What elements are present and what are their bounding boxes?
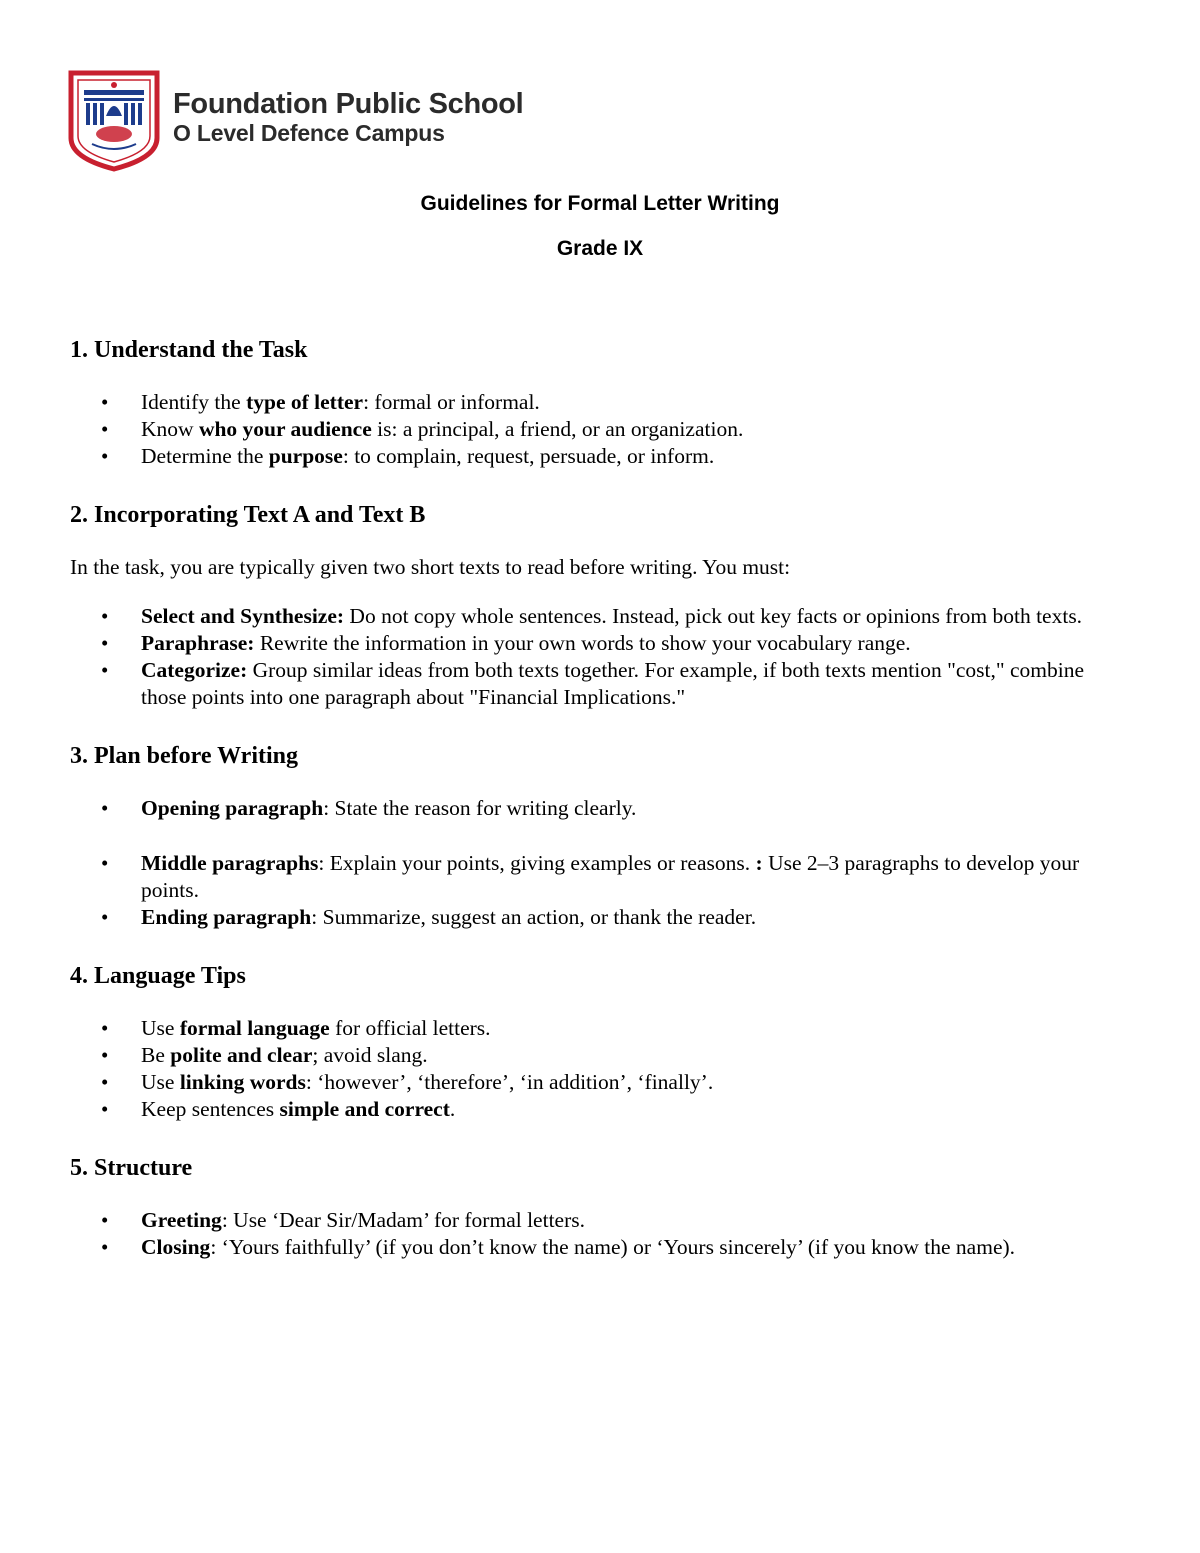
document-title: Guidelines for Formal Letter Writing xyxy=(420,192,780,215)
list-item: • Identify the type of letter: formal or informal. xyxy=(101,390,540,414)
bullet-icon: • xyxy=(101,796,109,820)
school-name: Foundation Public School xyxy=(173,88,524,120)
bullet-list xyxy=(70,603,1130,711)
section-heading: 5. Structure xyxy=(70,1155,193,1181)
list-item: • Use formal language for official letters. xyxy=(101,1016,491,1040)
campus-name: O Level Defence Campus xyxy=(173,120,445,146)
bullet-list xyxy=(70,1207,1130,1261)
list-item: • Closing: ‘Yours faithfully’ (if you don’t know the name) or ‘Yours sincerely’ (if you know the name). xyxy=(101,1235,1016,1259)
list-item: • Middle paragraphs: Explain your points, giving examples or reasons. : Use 2–3 paragraphs to develop your points. xyxy=(101,851,1080,902)
bullet-icon: • xyxy=(101,905,109,929)
bullet-icon: • xyxy=(101,1070,109,1094)
list-item: • Categorize: Group similar ideas from both texts together. For example, if both texts mention "cost," combine those points into one paragraph about "Financial Implications." xyxy=(101,658,1085,709)
list-item: • Use linking words: ‘however’, ‘therefore’, ‘in addition’, ‘finally’. xyxy=(101,1070,714,1094)
bullet-icon: • xyxy=(101,604,109,628)
grade-label: Grade IX xyxy=(556,237,644,260)
section-incorporating-texts xyxy=(70,498,1130,711)
section-heading: 3. Plan before Writing xyxy=(70,743,298,769)
bullet-icon: • xyxy=(101,390,109,414)
section-language-tips xyxy=(70,959,1130,1123)
list-item: • Keep sentences simple and correct. xyxy=(101,1097,456,1121)
bullet-icon: • xyxy=(101,1097,109,1121)
list-item: • Be polite and clear; avoid slang. xyxy=(101,1043,428,1067)
section-heading: 2. Incorporating Text A and Text B xyxy=(70,502,426,528)
bullet-icon: • xyxy=(101,1208,109,1232)
section-understand-task xyxy=(70,333,1130,470)
bullet-icon: • xyxy=(101,1016,109,1040)
bullet-icon: • xyxy=(101,851,109,875)
bullet-icon: • xyxy=(101,1235,109,1259)
section-structure xyxy=(70,1151,1130,1261)
list-item: • Ending paragraph: Summarize, suggest an action, or thank the reader. xyxy=(101,905,757,929)
section-intro: In the task, you are typically given two short texts to read before writing. You must: xyxy=(70,555,791,579)
list-item: • Select and Synthesize: Do not copy whole sentences. Instead, pick out key facts or opinions from both texts. xyxy=(101,604,1083,628)
list-item: • Greeting: Use ‘Dear Sir/Madam’ for formal letters. xyxy=(101,1208,585,1232)
bullet-icon: • xyxy=(101,417,109,441)
bullet-icon: • xyxy=(101,444,109,468)
bullet-icon: • xyxy=(101,631,109,655)
school-crest-icon xyxy=(68,70,160,172)
bullet-icon: • xyxy=(101,658,109,682)
guidelines-content xyxy=(70,333,1130,1289)
section-heading: 1. Understand the Task xyxy=(70,337,308,363)
list-item: • Know who your audience is: a principal, a friend, or an organization. xyxy=(101,417,744,441)
list-item: • Paraphrase: Rewrite the information in your own words to show your vocabulary range. xyxy=(101,631,911,655)
bullet-list xyxy=(70,795,1130,931)
section-heading: 4. Language Tips xyxy=(70,963,246,989)
bullet-list xyxy=(70,389,1130,470)
section-plan-before-writing xyxy=(70,739,1130,931)
bullet-list xyxy=(70,1015,1130,1123)
list-item: • Determine the purpose: to complain, request, persuade, or inform. xyxy=(101,444,715,468)
bullet-icon: • xyxy=(101,1043,109,1067)
list-item: • Opening paragraph: State the reason for writing clearly. xyxy=(101,796,637,820)
